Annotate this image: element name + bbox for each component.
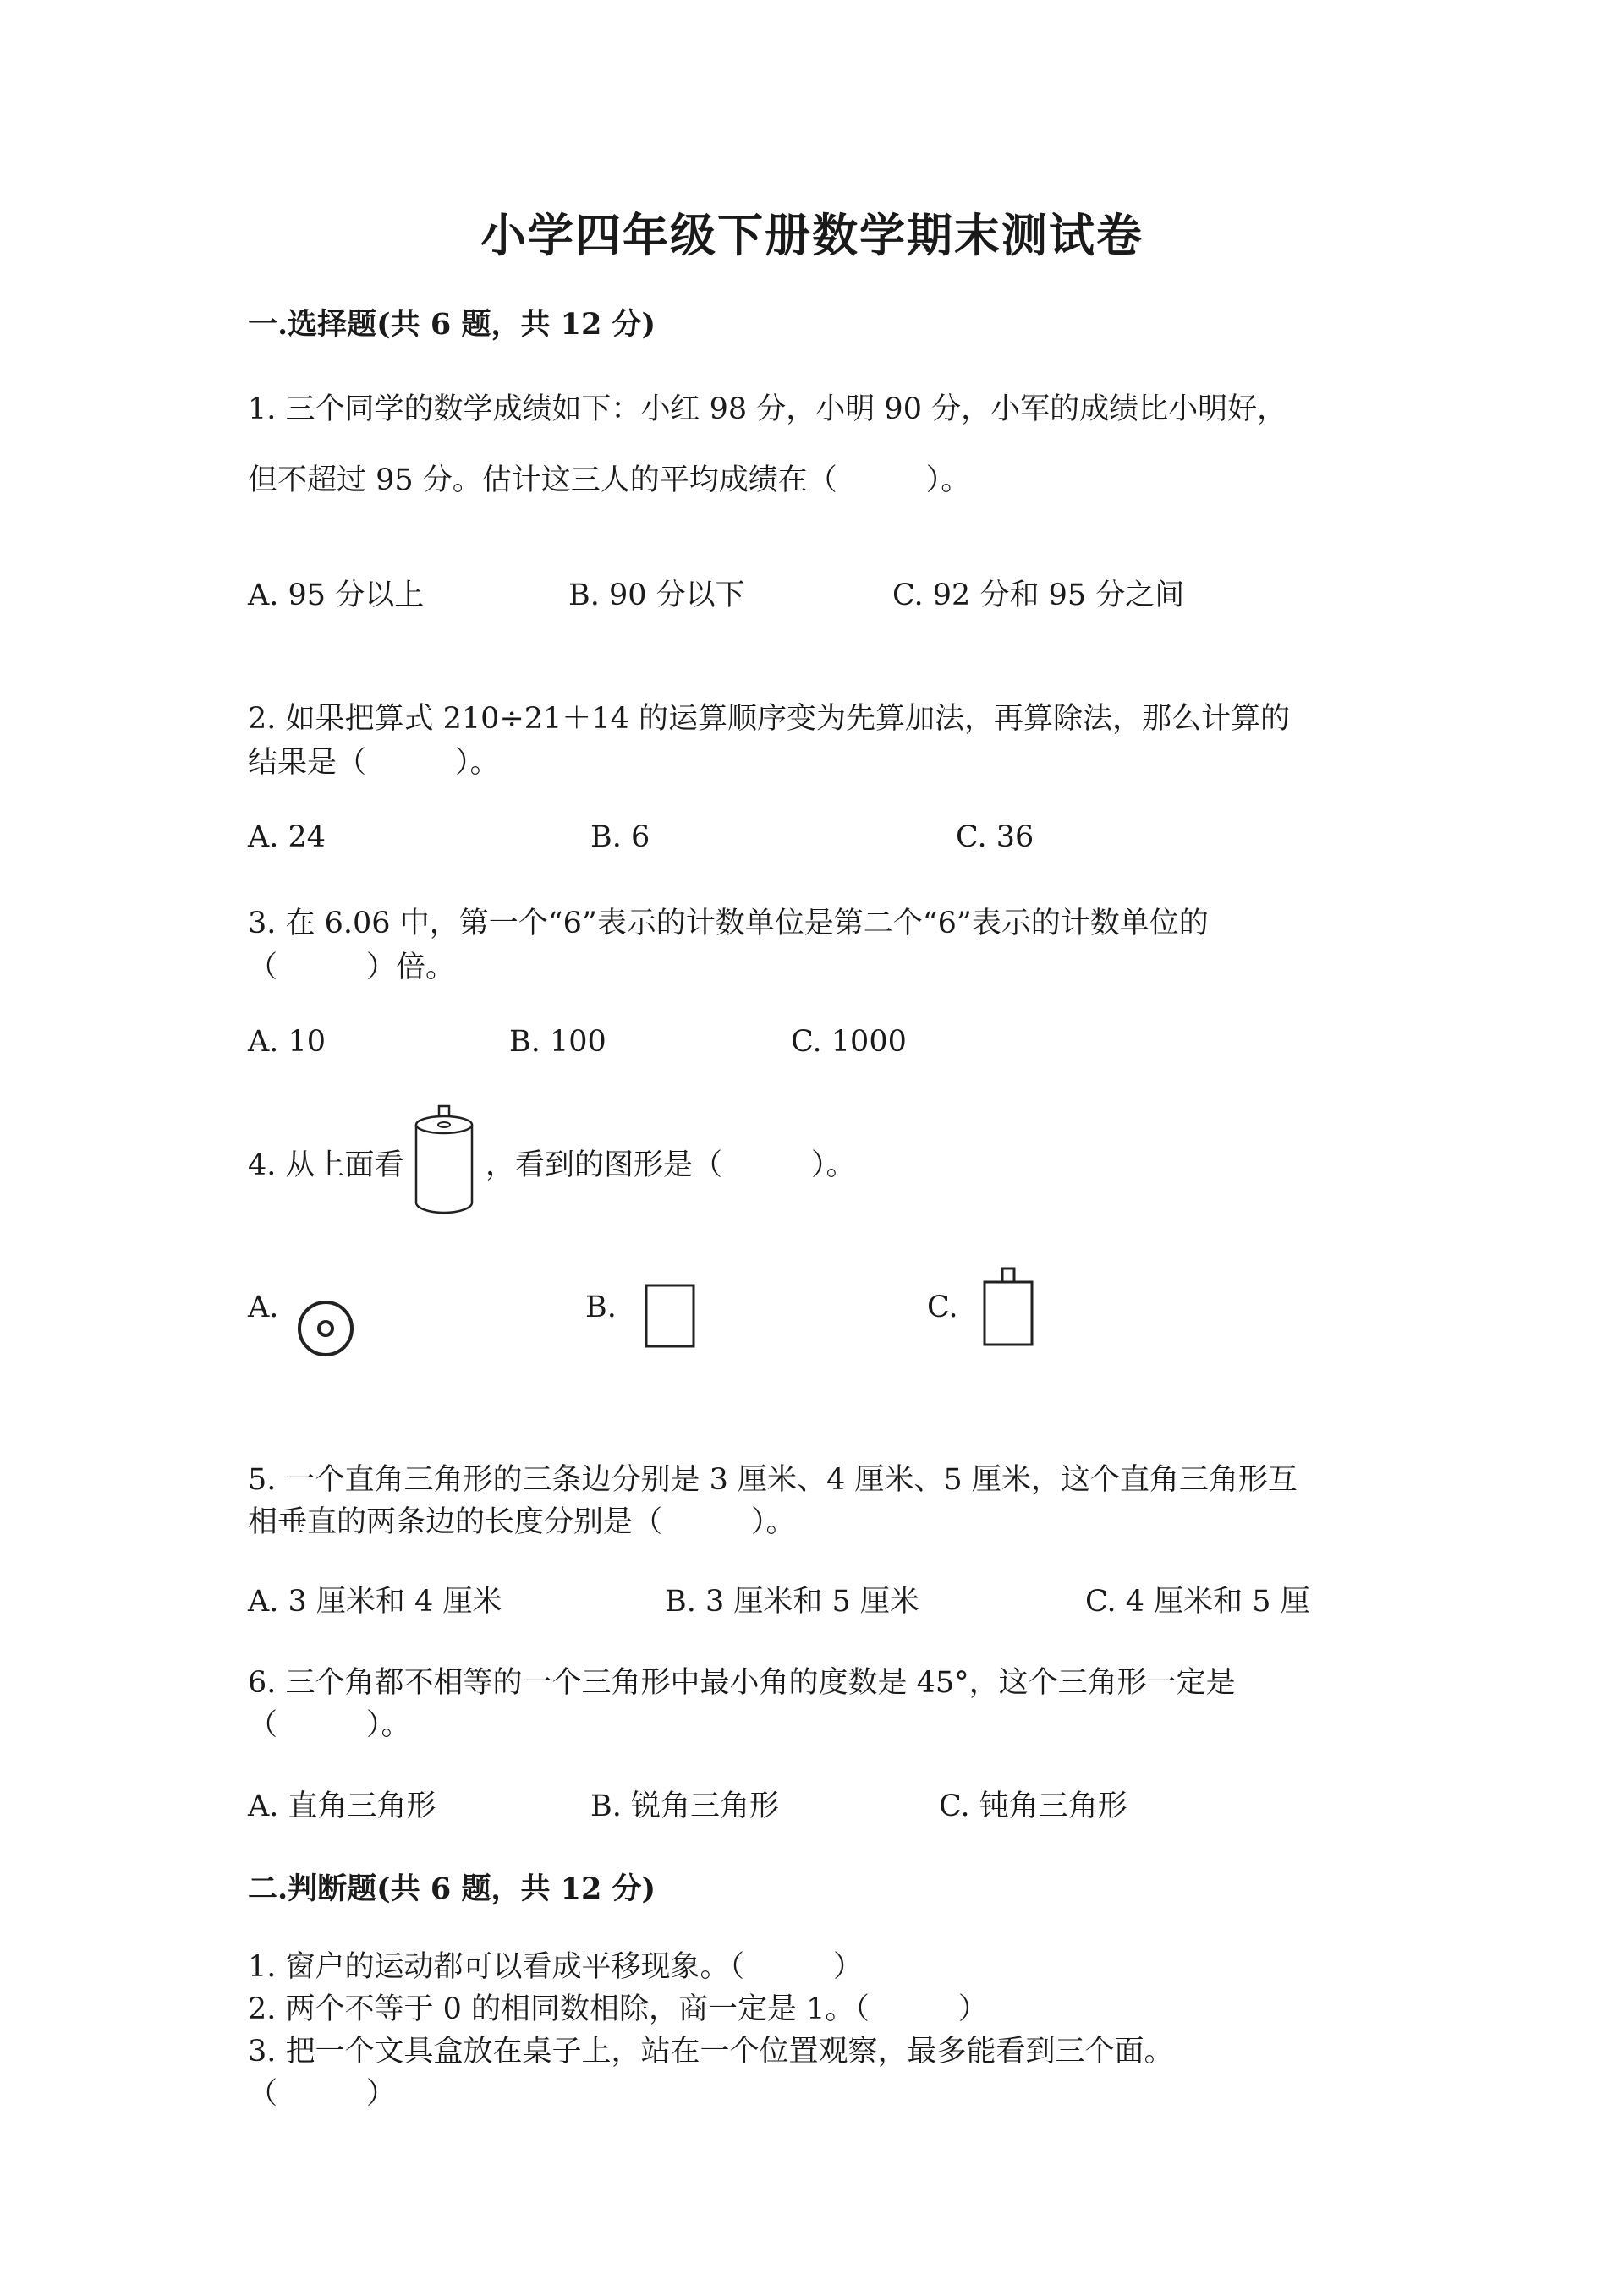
judgment-line-1: 1. 窗户的运动都可以看成平移现象。（ ） bbox=[248, 1950, 864, 1984]
question-4-line-2: ，看到的图形是（ ）。 bbox=[486, 1148, 856, 1182]
question-6-option-a[interactable]: A. 直角三角形 bbox=[248, 1789, 436, 1823]
question-1-line-1: 1. 三个同学的数学成绩如下：小红 98 分，小明 90 分，小军的成绩比小明好， bbox=[248, 392, 1287, 426]
question-3-line-2: （ ）倍。 bbox=[248, 951, 456, 984]
question-6-option-c[interactable]: C. 钝角三角形 bbox=[939, 1789, 1127, 1823]
question-2-line-1: 2. 如果把算式 210÷21＋14 的运算顺序变为先算加法，再算除法，那么计算的 bbox=[248, 702, 1290, 736]
cylinder-with-knob-icon bbox=[413, 1104, 475, 1216]
rectangle-icon[interactable] bbox=[645, 1284, 699, 1351]
question-6-line-1: 6. 三个角都不相等的一个三角形中最小角的度数是 45°，这个三角形一定是 bbox=[248, 1666, 1236, 1700]
question-5-option-b[interactable]: B. 3 厘米和 5 厘米 bbox=[665, 1585, 919, 1619]
question-3-option-c[interactable]: C. 1000 bbox=[791, 1025, 907, 1059]
question-5-option-a[interactable]: A. 3 厘米和 4 厘米 bbox=[248, 1585, 502, 1619]
question-2-option-a[interactable]: A. 24 bbox=[248, 820, 326, 854]
question-2-option-b[interactable]: B. 6 bbox=[590, 820, 650, 854]
page-title: 小学四年级下册数学期末测试卷 bbox=[480, 208, 1144, 262]
question-5-line-2: 相垂直的两条边的长度分别是（ ）。 bbox=[248, 1505, 796, 1539]
judgment-line-2: 2. 两个不等于 0 的相同数相除，商一定是 1。（ ） bbox=[248, 1992, 988, 2026]
question-1-option-c[interactable]: C. 92 分和 95 分之间 bbox=[892, 578, 1185, 612]
question-1-option-a[interactable]: A. 95 分以上 bbox=[248, 578, 425, 612]
question-3-line-1: 3. 在 6.06 中，第一个“6”表示的计数单位是第二个“6”表示的计数单位的 bbox=[248, 907, 1209, 940]
judgment-line-4: （ ） bbox=[248, 2077, 397, 2111]
question-4-option-a[interactable]: A. bbox=[248, 1290, 279, 1324]
question-6-line-2: （ ）。 bbox=[248, 1708, 411, 1742]
question-1-option-b[interactable]: B. 90 分以下 bbox=[568, 578, 745, 612]
question-3-option-a[interactable]: A. 10 bbox=[248, 1025, 326, 1059]
question-1-line-2: 但不超过 95 分。估计这三人的平均成绩在（ ）。 bbox=[248, 463, 971, 497]
question-5-option-c[interactable]: C. 4 厘米和 5 厘 bbox=[1085, 1585, 1310, 1619]
question-2-option-c[interactable]: C. 36 bbox=[956, 820, 1034, 854]
question-4-option-c[interactable]: C. bbox=[927, 1290, 958, 1324]
question-4-option-b[interactable]: B. bbox=[585, 1290, 617, 1324]
question-5-line-1: 5. 一个直角三角形的三条边分别是 3 厘米、4 厘米、5 厘米，这个直角三角形互 bbox=[248, 1463, 1298, 1497]
section-heading-choice: 一.选择题(共 6 题，共 12 分) bbox=[248, 307, 656, 342]
rectangle-with-knob-icon[interactable] bbox=[983, 1267, 1039, 1353]
judgment-line-3: 3. 把一个文具盒放在桌子上，站在一个位置观察，最多能看到三个面。 bbox=[248, 2035, 1174, 2069]
question-4-line-1: 4. 从上面看 bbox=[248, 1148, 404, 1182]
section-heading-judgment: 二.判断题(共 6 题，共 12 分) bbox=[248, 1871, 656, 1906]
circle-with-dot-icon[interactable] bbox=[296, 1299, 355, 1358]
question-2-line-2: 结果是（ ）。 bbox=[248, 746, 500, 780]
question-3-option-b[interactable]: B. 100 bbox=[509, 1025, 606, 1059]
question-6-option-b[interactable]: B. 锐角三角形 bbox=[590, 1789, 779, 1823]
